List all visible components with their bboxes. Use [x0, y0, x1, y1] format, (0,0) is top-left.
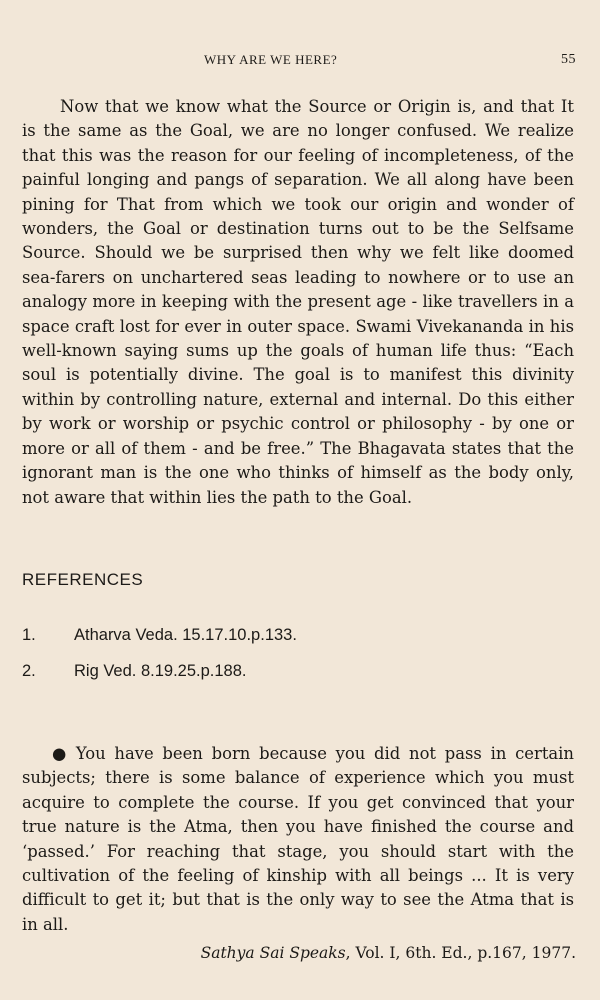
reference-text: Atharva Veda. 15.17.10.p.133. — [74, 626, 297, 644]
attribution-details: , Vol. I, 6th. Ed., p.167, 1977. — [345, 944, 576, 962]
quote-text: You have been born because you did not pass in certain subjects; there is some balance of experience which you must acquire to complete the course. If you get convinced that your true nature is the Atma, then you have finished the course and ‘passed.’ For reaching that stage, you should start with the cultivation of the feeling of kinship with all beings ... It is very difficult to get it; but that is the only way to see the Atma that is in all. — [22, 744, 574, 934]
attribution-title: Sathya Sai Speaks — [200, 944, 346, 962]
bullet-icon: ● — [52, 744, 70, 763]
running-title: WHY ARE WE HERE? — [204, 52, 338, 67]
reference-item — [22, 626, 297, 645]
page-header — [0, 52, 600, 72]
page-number: 55 — [561, 52, 576, 67]
quote-attribution — [201, 944, 576, 962]
references-heading: REFERENCES — [22, 570, 144, 589]
reference-number: 2. — [22, 662, 36, 680]
reference-text: Rig Ved. 8.19.25.p.188. — [74, 662, 247, 680]
body-paragraph: Now that we know what the Source or Origin is, and that It is the same as the Goal, we are no longer confused. We realize that this was the reason for our feeling of incompleteness, of the painful longing and pangs of separation. We all along have been pining for That from which we took our origin and wonder of wonders, the Goal or destination turns out to be the Selfsame Source. Should we be surprised then why we felt like doomed sea-farers on unchartered seas leading to nowhere or to use an analogy more in keeping with the present age - like travellers in a space craft lost for ever in outer space. Swami Vivekananda in his well-known saying sums up the goals of human life thus: “Each soul is potentially divine. The goal is to manifest this divinity within by controlling nature, external and internal. Do this either by work or worship or psychic control or philosophy - by one or more or all of them - and be free.” The Bhagavata states that the ignorant man is the one who thinks of himself as the body only, not aware that within lies the path to the Goal. — [22, 97, 574, 507]
quote-paragraph — [22, 742, 574, 937]
reference-number: 1. — [22, 626, 36, 644]
reference-item — [22, 662, 246, 681]
